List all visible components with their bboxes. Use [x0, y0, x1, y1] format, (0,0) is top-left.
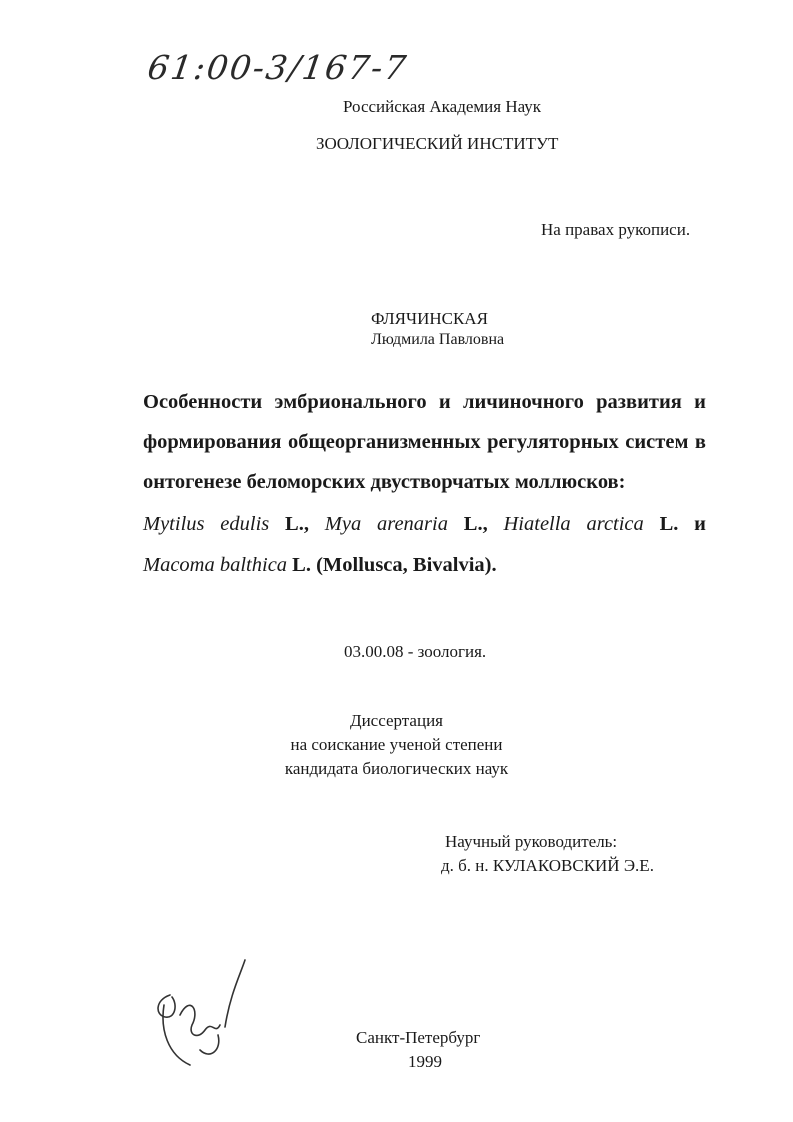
author-abbrev: L., — [447, 513, 504, 535]
dissertation-species-line — [143, 554, 706, 577]
supervisor-name: д. б. н. КУЛАКОВСКИЙ Э.Е. — [441, 856, 654, 875]
year: 1999 — [408, 1052, 442, 1071]
author-given-names: Людмила Павловна — [371, 331, 505, 348]
dissertation-species-line — [143, 513, 706, 536]
degree-line: Диссертация — [349, 711, 443, 730]
institute-name: ЗООЛОГИЧЕСКИЙ ИНСТИТУТ — [316, 134, 559, 153]
species-name: Hiatella arctica — [503, 513, 644, 535]
handwritten-archive-number: 61:00-3/167-7 — [145, 48, 411, 87]
taxon-note: L. (Mollusca, Bivalvia). — [287, 554, 497, 576]
specialty-code: 03.00.08 - зоология. — [344, 642, 487, 661]
degree-line: на соискание ученой степени — [290, 735, 503, 754]
dissertation-title-line: Особенности эмбрионального и личиночного развития и — [143, 391, 706, 413]
degree-line: кандидата биологических наук — [284, 759, 509, 778]
dissertation-title-line: онтогенезе беломорских двустворчатых моллюсков: — [143, 471, 626, 493]
academy-name: Российская Академия Наук — [343, 97, 542, 116]
dissertation-title-line: формирования общеорганизменных регуляторных систем в — [143, 431, 706, 453]
supervisor-label: Научный руководитель: — [445, 832, 618, 851]
signature — [150, 955, 260, 1090]
species-name: Macoma balthica — [143, 554, 288, 576]
species-name: Mya arenaria — [324, 513, 448, 535]
author-surname: ФЛЯЧИНСКАЯ — [371, 309, 488, 328]
species-name: Mytilus edulis — [143, 513, 270, 535]
author-abbrev: L. и — [643, 513, 706, 535]
manuscript-rights-note: На правах рукописи. — [541, 220, 691, 239]
author-abbrev: L., — [269, 513, 325, 535]
city: Санкт-Петербург — [356, 1028, 481, 1047]
